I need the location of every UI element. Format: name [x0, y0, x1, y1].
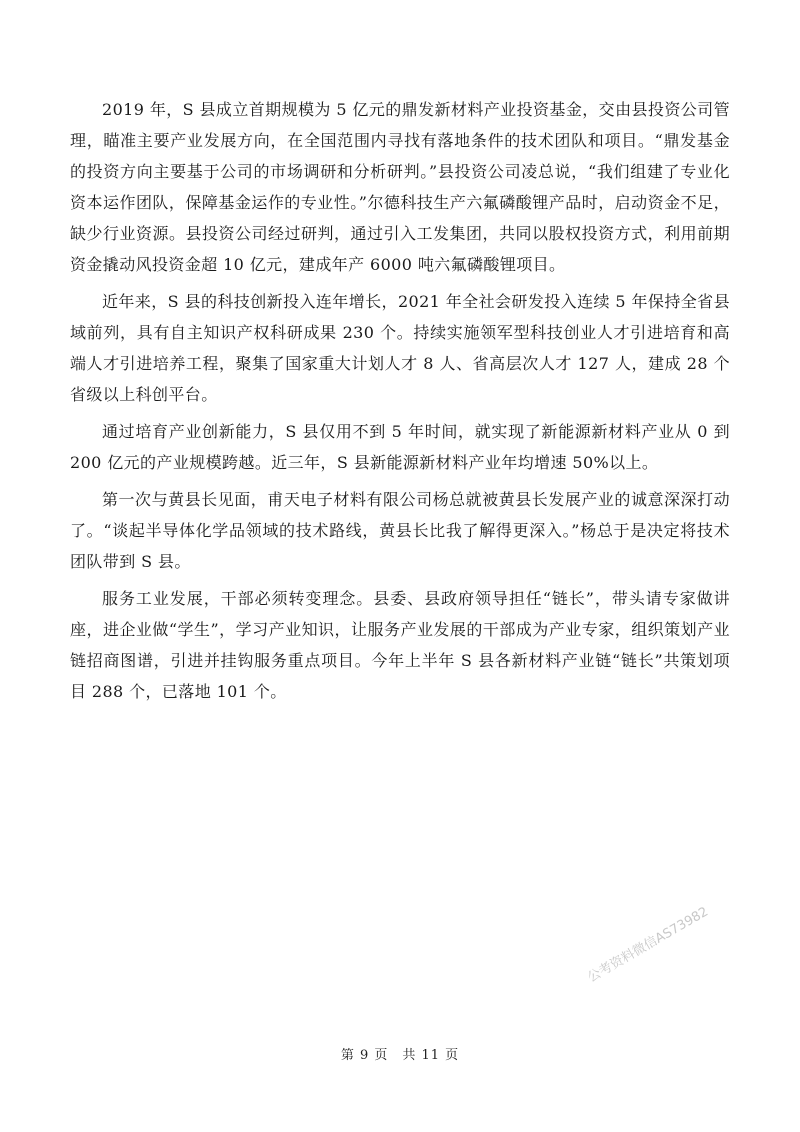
paragraph-industry-scale: 通过培育产业创新能力，S 县仅用不到 5 年时间，就实现了新能源新材料产业从 0 到 200 亿元的产业规模跨越。近三年，S 县新能源新材料产业年均增速 50%以上。: [70, 422, 730, 472]
watermark: 公考资料微信AS73982: [585, 904, 711, 986]
document-body: [70, 94, 730, 713]
paragraph-investment-fund: 2019 年，S 县成立首期规模为 5 亿元的鼎发新材料产业投资基金，交由县投资公司管理，瞄准主要产业发展方向，在全国范围内寻找有落地条件的技术团队和项目。“鼎发基金的投资方向主要基于公司的市场调研和分析研判。”县投资公司凌总说，“我们组建了专业化资本运作团队，保障基金运作的专业性。”尔德科技生产六氟磷酸锂产品时，启动资金不足，缺少行业资源。县投资公司经过研判，通过引入工发集团，共同以股权投资方式，利用前期资金撬动风投资金超 10 亿元，建成年产 6000 吨六氟磷酸锂项目。: [70, 100, 730, 274]
page-number-footer: 第 9 页 共 11 页: [340, 1048, 460, 1063]
paragraph-cadre-service: 服务工业发展，干部必须转变理念。县委、县政府领导担任“链长”，带头请专家做讲座，进企业做“学生”，学习产业知识，让服务产业发展的干部成为产业专家，组织策划产业链招商图谱，引进并挂钩服务重点项目。今年上半年 S 县各新材料产业链“链长”共策划项目 288 个，已落地 101 个。: [70, 589, 730, 701]
paragraph-tech-innovation: 近年来，S 县的科技创新投入连年增长，2021 年全社会研发投入连续 5 年保持全省县域前列，具有自主知识产权科研成果 230 个。持续实施领军型科技创业人才引进培育和高端人才引进培养工程，聚集了国家重大计划人才 8 人、省高层次人才 127 人，建成 28 个省级以上科创平台。: [70, 292, 730, 404]
paragraph-county-head-meeting: 第一次与黄县长见面，甫天电子材料有限公司杨总就被黄县长发展产业的诚意深深打动了。“谈起半导体化学品领域的技术路线，黄县长比我了解得更深入。”杨总于是决定将技术团队带到 S 县。: [70, 490, 730, 571]
